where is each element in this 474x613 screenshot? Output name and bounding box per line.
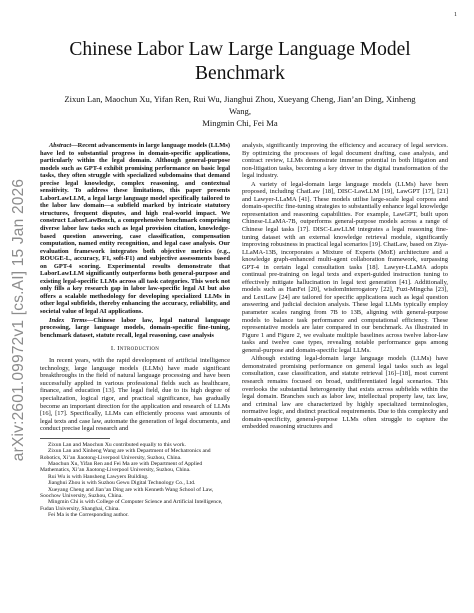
abstract-label: Abstract xyxy=(49,142,72,149)
section-heading: I. Introduction xyxy=(110,345,160,353)
footnote: Rui Wu is with Hansheng Lawyers Building. xyxy=(48,473,149,480)
author-list xyxy=(60,93,420,129)
arxiv-identifier-text: arXiv:2601.09972v1 [cs.AI] 15 Jan 2026 xyxy=(10,178,28,462)
body-paragraph: analysis, significantly improving the efficiency and accuracy of legal services. By optimizing the processes of legal document drafting, case analysis, and contract review, LLMs demonstrate immense potential in both litigation and non-litigation tasks, becoming a key driver in the digital transformation of the legal industry. xyxy=(242,142,448,180)
footnote: Mingmin Chi is with College of Computer Science and Artificial Intelligence, Fudan University, Shanghai, China. xyxy=(40,499,223,512)
abstract-text: —Recent advancements in large language models (LLMs) have led to substantial progress in domain-specific applications, particularly within the legal domain. Although general-purpose models such as GPT-4 exhibit promising performance on basic legal tasks, they often struggle with specialized subdomains that demand precise legal knowledge, complex reasoning, and contextual sensitivity. To address these limitations, this paper presents LaborLawLLM, a legal large language model specifically tailored to the labor law domain—a subfield marked by intricate statutory structures, frequent disputes, and high real-world impact. We construct LaborLawBench, a comprehensive benchmark comprising diverse labor law tasks such as legal provision citation, knowledge-based question answering, case classification, compensation computation, named entity recognition, and legal case analysis. Our evaluation framework integrates both objective metrics (e.g., ROUGE-L, accuracy, F1, soft-F1) and subjective assessments based on GPT-4 scoring. Experimental results demonstrate that LaborLawLLM significantly outperforms both general-purpose and existing legal-specific LLMs across all task categories. This work not only fills a key research gap in labor law-specific legal AI but also offers a scalable methodology for developing specialized LLMs in other legal subfields, thereby enhancing the accuracy, reliability, and societal value of legal AI applications. xyxy=(40,142,230,316)
left-column xyxy=(40,142,230,519)
author-line: Mingmin Chi, Fei Ma xyxy=(202,118,278,128)
index-terms xyxy=(40,317,230,340)
page-number: 1 xyxy=(454,12,457,18)
intro-paragraph: In recent years, with the rapid development of artificial intelligence technology, large language models (LLMs) have made significant breakthroughs in the field of natural language processing and have been successfully applied in various professional fields such as healthcare, finance, and education [13]. The legal field, due to its high degree of specialization, logical rigor, and practical significance, has gradually become an important direction for the application and research of LLMs [16], [17]. Specifically, LLMs can efficiently process vast amounts of legal texts and case law, automate the generation of legal documents, and conduct precise legal research and xyxy=(40,357,230,433)
right-column xyxy=(242,142,448,431)
footnote: Zixun Lan and Maochun Xu contributed equally to this work. xyxy=(48,441,186,448)
body-paragraph: Although existing legal-domain large language models (LLMs) have demonstrated promising performance on general legal tasks such as legal consultation, case classification, and statute retrieval [16]–[18], most current research remains focused on broad, undifferentiated legal scenarios. This overlooks the substantial heterogeneity that exists across subfields within the legal domain. Branches such as labor law, intellectual property law, tax law, and criminal law are characterized by highly specialized terminologies, normative logic, and distinct practical requirements. Due to this complexity and domain-specificity, general-purpose LLMs often struggle to capture the embedded reasoning structures and xyxy=(242,355,448,431)
abstract xyxy=(40,142,230,316)
footnote: Xueyang Cheng and Jian’an Ding are with Kenneth Wang School of Law, Soochow University, Suzhou, China. xyxy=(40,486,214,499)
paper-title: Chinese Labor Law Large Language Model Benchmark xyxy=(69,39,411,84)
body-paragraph: A variety of legal-domain large language models (LLMs) have been proposed, including ChatLaw [18], DISC-LawLLM [19], LawGPT [17], [21] and Lawyer-LLaMA [41]. These models utilise large-scale legal corpora and domain-specific fine-tuning strategies to substantially enhance legal knowledge representation and reasoning capabilities. For example, LawGPT, built upon Chinese-LLaMA-7B, outperforms general-purpose models across a range of Chinese legal tasks [17]. DISC-LawLLM integrates a legal reasoning fine-tuning dataset with an external knowledge retrieval module, significantly improving robustness in practical legal scenarios [19]. ChatLaw, based on Ziya-LLaMA-13B, incorporates a Mixture of Experts (MoE) architecture and a knowledge graph-enhanced multi-agent collaboration framework, surpassing GPT-4 in certain legal consultation tasks [18]. Lawyer-LLaMA adopts continual pre-training on legal texts and expert-guided instruction tuning to effectively mitigate hallucination in legal text generation [41]. Additionally, models such as HanFei [20], wisdomInterrogatory [22], Fuzi-Mingcha [23], and LexiLaw [24] are tailored for specific applications such as legal question answering and judicial decision analysis. These legal LLMs typically employ parameter scales ranging from 7B to 13B, aligning with general-purpose models to balance task performance and computational efficiency. These representative models are later compared in our benchmark. As illustrated in Figure 1 and Figure 2, we evaluate multiple baselines across twelve labor-law tasks and twelve case types, revealing notable performance gaps among general-purpose and domain-specific legal LLMs. xyxy=(242,180,448,354)
index-terms-label: Index Terms xyxy=(49,316,87,324)
footnote: Jianghui Zhou is with Suzhou Gewu Digital Technology Co., Ltd. xyxy=(48,480,196,487)
footnote-list xyxy=(40,442,230,519)
footnote: Maochun Xu, Yifan Ren and Fei Ma are with Department of Applied Mathematics, Xi’an Jiaotong-Liverpool University, Suzhou, China. xyxy=(40,460,203,474)
footnote: Fei Ma is the Corresponding author. xyxy=(48,512,129,519)
index-terms-text: —Chinese labor law, legal natural language processing, large language models, domain-specific fine-tuning, benchmark dataset, statute recall, legal reasoning, case analysis xyxy=(40,316,230,339)
arxiv-identifier xyxy=(4,155,34,485)
author-line: Zixun Lan, Maochun Xu, Yifan Ren, Rui Wu, Jianghui Zhou, Xueyang Cheng, Jian’an Ding, Xinheng Wang, xyxy=(64,94,416,116)
footnote: Zixun Lan and Xinheng Wang are with Department of Mechatronics and Robotics, Xi’an Jiaotong-Liverpool University, Suzhou, China. xyxy=(40,448,211,461)
